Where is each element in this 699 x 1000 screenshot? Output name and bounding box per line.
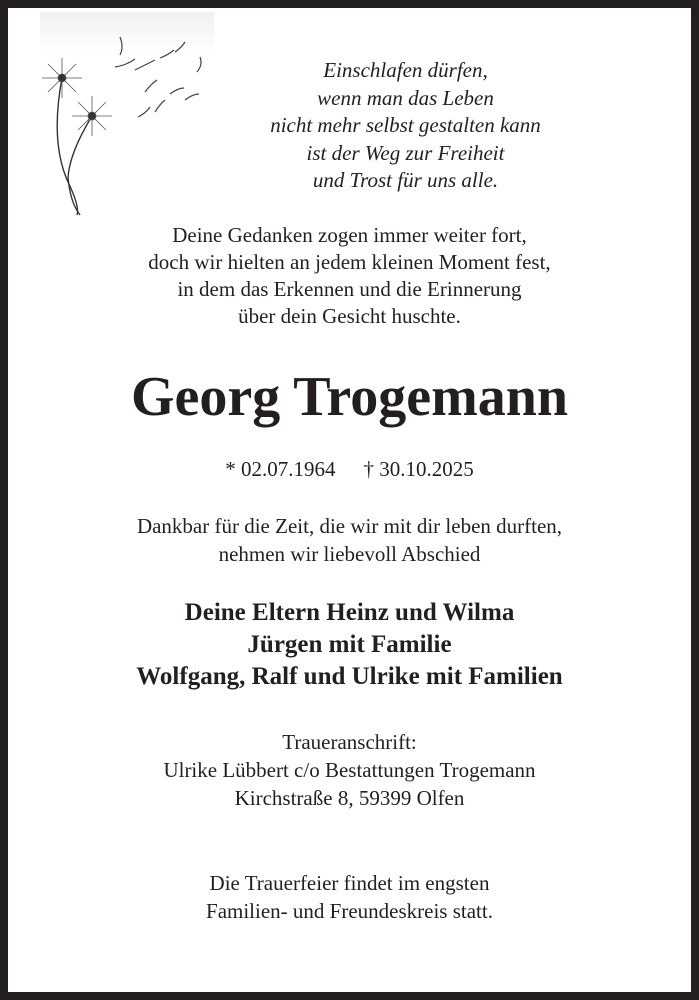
address-line: Ulrike Lübbert c/o Bestattungen Trogemann bbox=[163, 758, 536, 782]
mourning-address bbox=[8, 728, 691, 812]
poem-line: wenn man das Leben bbox=[317, 85, 494, 110]
poem bbox=[120, 57, 691, 195]
thanks-line: Dankbar für die Zeit, die wir mit dir leben durften, bbox=[136, 514, 563, 538]
service-notice bbox=[8, 869, 691, 925]
life-dates bbox=[8, 454, 691, 484]
memorial-paragraph bbox=[8, 222, 691, 330]
death-date: † 30.10.2025 bbox=[363, 457, 474, 481]
paragraph-line: Deine Gedanken zogen immer weiter fort, bbox=[172, 223, 527, 247]
paragraph-line: in dem das Erkennen und die Erinnerung bbox=[177, 277, 522, 301]
poem-line: Einschlafen dürfen, bbox=[323, 58, 488, 82]
mourners-list bbox=[8, 597, 691, 693]
paragraph-line: doch wir hielten an jedem kleinen Moment fest, bbox=[148, 250, 551, 274]
birth-date: * 02.07.1964 bbox=[225, 457, 336, 481]
service-line: Die Trauerfeier findet im engsten bbox=[209, 871, 490, 895]
poem-line: ist der Weg zur Freiheit bbox=[306, 140, 505, 165]
mourner: Wolfgang, Ralf und Ulrike mit Familien bbox=[136, 663, 563, 690]
poem-line: und Trost für uns alle. bbox=[312, 168, 499, 192]
mourner: Deine Eltern Heinz und Wilma bbox=[184, 599, 515, 626]
poem-line: nicht mehr selbst gestalten kann bbox=[270, 113, 541, 137]
paragraph-line: über dein Gesicht huschte. bbox=[238, 304, 461, 328]
thanks-text bbox=[8, 512, 691, 568]
deceased-name: Georg Trogemann bbox=[130, 366, 569, 428]
address-line: Kirchstraße 8, 59399 Olfen bbox=[234, 786, 465, 810]
thanks-line: nehmen wir liebevoll Abschied bbox=[218, 542, 481, 566]
address-line: Traueranschrift: bbox=[282, 730, 417, 754]
service-line: Familien- und Freundeskreis statt. bbox=[206, 899, 493, 923]
mourner: Jürgen mit Familie bbox=[247, 631, 452, 658]
